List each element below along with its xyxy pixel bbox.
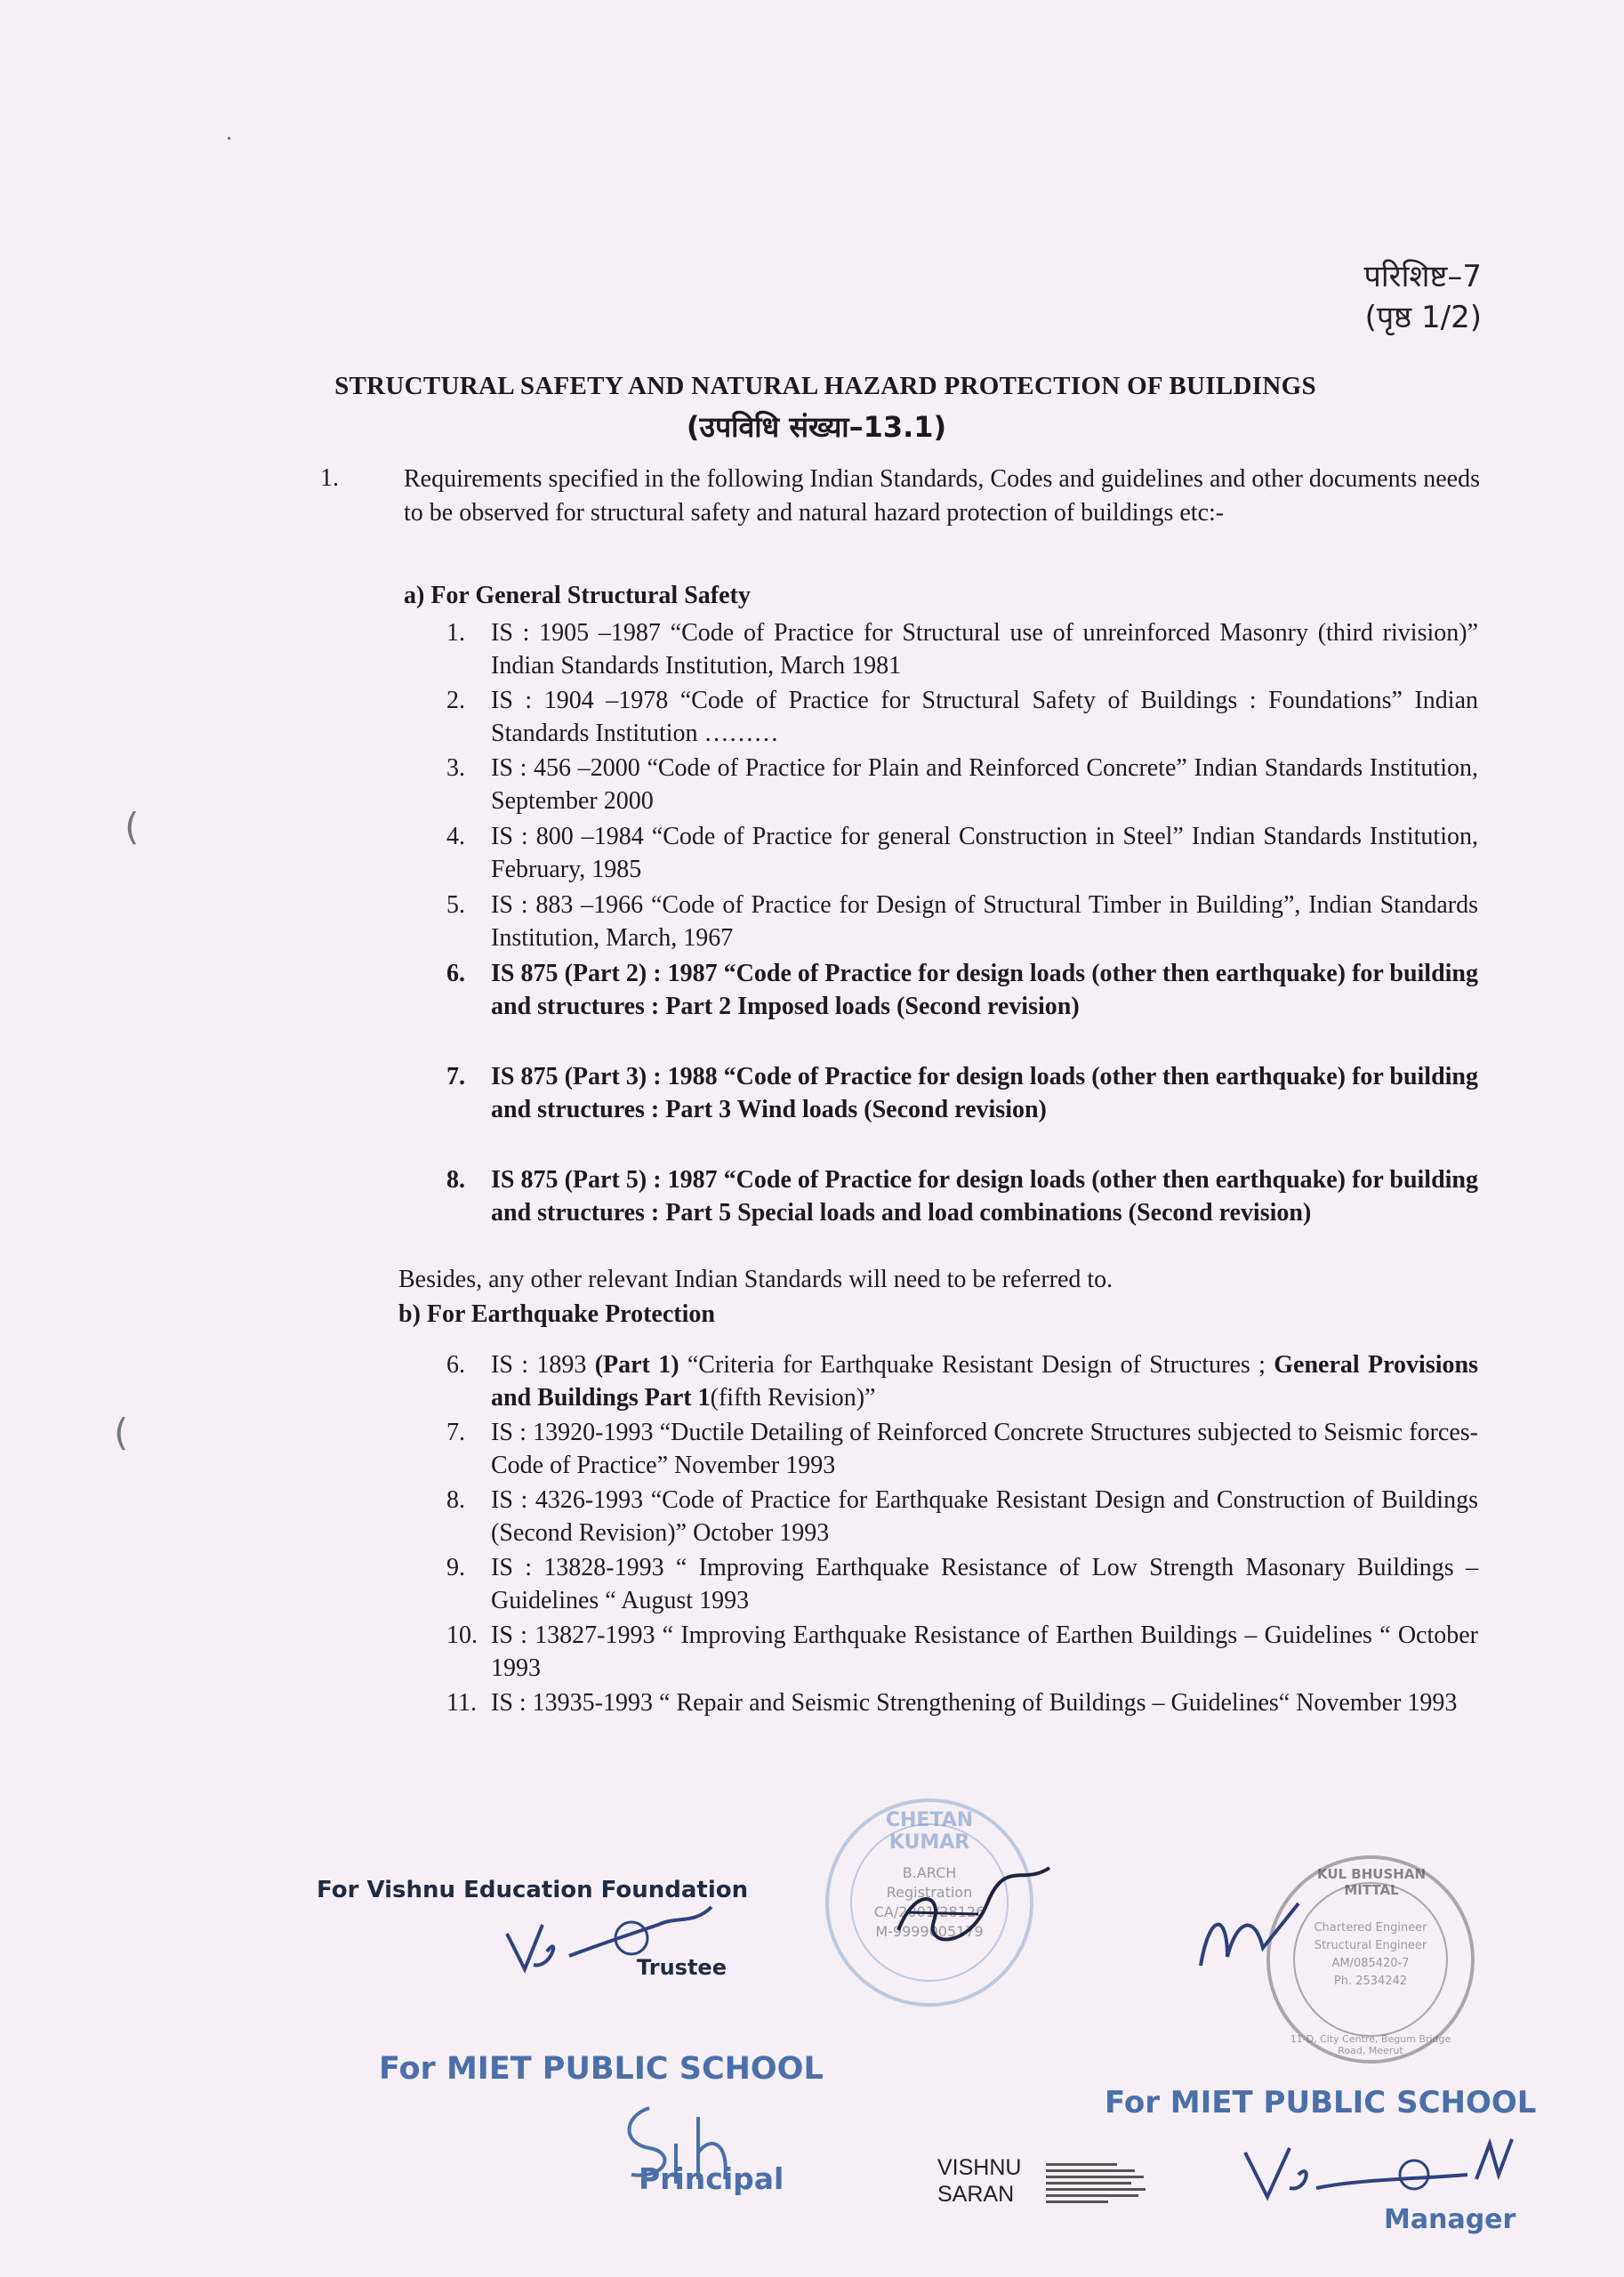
list-item bbox=[446, 957, 1478, 1023]
scan-mark: ( bbox=[114, 1411, 129, 1454]
digital-signature-name bbox=[937, 2154, 1021, 2208]
document-title: STRUCTURAL SAFETY AND NATURAL HAZARD PROTECTION OF BUILDINGS bbox=[334, 372, 1316, 400]
item-text-part: General Provisions and Buildings Part 1 bbox=[491, 1351, 1478, 1412]
item-text: IS : 13827-1993 “ Improving Earthquake Resistance of Earthen Buildings – Guidelines “ October 1993 bbox=[491, 1621, 1478, 1682]
item-text bbox=[491, 1348, 1478, 1414]
item-text: IS : 4326-1993 “Code of Practice for Earthquake Resistant Design and Construction of Buildings (Second Revision)” October 1993 bbox=[491, 1486, 1478, 1547]
item-number: 4. bbox=[446, 823, 465, 850]
appendix-label bbox=[1364, 256, 1482, 338]
foundation-label: For Vishnu Education Foundation bbox=[317, 1877, 749, 1903]
intro-paragraph: Requirements specified in the following Indian Standards, Codes and guidelines and other documents needs to be observed for structural safety and natural hazard protection of buildings etc:- bbox=[404, 465, 1480, 527]
besides-note: Besides, any other relevant Indian Standards will need to be referred to. bbox=[398, 1266, 1113, 1293]
list-item bbox=[446, 820, 1478, 886]
list-item bbox=[446, 752, 1478, 817]
stamp-line: Registration bbox=[886, 1884, 973, 1901]
architect-signature bbox=[880, 1850, 1058, 1966]
document-subtitle: (उपविधि संख्या–13.1) bbox=[686, 410, 947, 444]
item-text: IS : 883 –1966 “Code of Practice for Design of Structural Timber in Building”, Indian Standards Institution, March, 1967 bbox=[491, 891, 1478, 952]
digital-name-line: VISHNU bbox=[937, 2155, 1022, 2180]
scan-mark: ( bbox=[125, 805, 140, 849]
list-item bbox=[446, 616, 1478, 682]
item-text: IS 875 (Part 3) : 1988 “Code of Practice for design loads (other then earthquake) for building and structures : Part 3 Wind loads (Second revision) bbox=[491, 1063, 1478, 1123]
list-item bbox=[446, 1060, 1478, 1126]
list-item bbox=[446, 1619, 1478, 1685]
list-item bbox=[446, 1163, 1478, 1229]
item-text-part: “Criteria for Earthquake Resistant Design of Structures ; bbox=[679, 1351, 1274, 1379]
item-number: 6. bbox=[446, 960, 465, 987]
stamp-line: Ph. 2534242 bbox=[1333, 1975, 1408, 1988]
trustee-label: Trustee bbox=[637, 1955, 727, 1980]
item-number: 3. bbox=[446, 754, 465, 782]
item-text-part: (Part 1) bbox=[594, 1351, 679, 1379]
principal-label: Principal bbox=[639, 2161, 784, 2196]
school-label-right: For MIET PUBLIC SCHOOL bbox=[1105, 2085, 1537, 2120]
item-number: 9. bbox=[446, 1554, 465, 1581]
stamp-line: AM/085420-7 bbox=[1331, 1957, 1410, 1970]
item-number: 7. bbox=[446, 1063, 465, 1090]
item-number: 8. bbox=[446, 1166, 465, 1194]
appendix-number: परिशिष्ट–7 bbox=[1363, 259, 1482, 294]
list-item bbox=[446, 684, 1478, 750]
item-text: IS : 800 –1984 “Code of Practice for general Construction in Steel” Indian Standards Institution, February, 1985 bbox=[491, 823, 1478, 883]
stamp-line: M-9999005179 bbox=[875, 1923, 984, 1940]
item-number: 11. bbox=[446, 1689, 477, 1717]
item-text: IS 875 (Part 2) : 1987 “Code of Practice for design loads (other then earthquake) for building and structures : Part 2 Imposed loads (Second revision) bbox=[491, 960, 1478, 1020]
stamp-line: Chartered Engineer bbox=[1314, 1921, 1427, 1935]
item-text: IS : 13935-1993 “ Repair and Seismic Strengthening of Buildings – Guidelines“ November 1993 bbox=[491, 1689, 1458, 1717]
item-number: 1. bbox=[446, 619, 465, 647]
section-a-heading: a) For General Structural Safety bbox=[404, 582, 751, 609]
manager-label: Manager bbox=[1384, 2204, 1516, 2235]
item-text: IS : 456 –2000 “Code of Practice for Plain and Reinforced Concrete” Indian Standards Institution, September 2000 bbox=[491, 754, 1478, 815]
section-b-heading: b) For Earthquake Protection bbox=[398, 1300, 715, 1328]
digital-signature-details bbox=[1046, 2160, 1153, 2209]
school-label-left: For MIET PUBLIC SCHOOL bbox=[379, 2051, 824, 2087]
item-number: 2. bbox=[446, 687, 465, 714]
stamp-line: Structural Engineer bbox=[1314, 1939, 1427, 1952]
item-text-part: IS : 1893 bbox=[491, 1351, 595, 1379]
manager-signature bbox=[1236, 2126, 1539, 2210]
scan-speck: ˙ bbox=[222, 133, 236, 165]
item-text-part: (fifth Revision)” bbox=[710, 1384, 876, 1412]
item-number: 7. bbox=[446, 1419, 465, 1446]
list-item bbox=[446, 1551, 1478, 1617]
item-text: IS : 13920-1993 “Ductile Detailing of Reinforced Concrete Structures subjected to Seismic forces- Code of Practice” November 1993 bbox=[491, 1419, 1478, 1479]
stamp-line: B.ARCH bbox=[902, 1864, 957, 1881]
page-number: (पृष्ठ 1/2) bbox=[1364, 300, 1482, 335]
item-text: IS : 13828-1993 “ Improving Earthquake Resistance of Low Strength Masonary Buildings – Guidelines “ August 1993 bbox=[491, 1554, 1478, 1614]
item-number: 5. bbox=[446, 891, 465, 919]
stamp-bottom-text: 11-D, City Centre, Begum Bridge Road, Meerut bbox=[1290, 2033, 1451, 2056]
stamp-ring-text: KUL BHUSHAN MITTAL bbox=[1316, 1866, 1426, 1898]
stamp-line: CA/2001/28126 bbox=[873, 1903, 985, 1920]
item-text: IS : 1905 –1987 “Code of Practice for Structural use of unreinforced Masonry (third rivision)” Indian Standards Institution, March 1981 bbox=[491, 619, 1478, 680]
item-text: IS 875 (Part 5) : 1987 “Code of Practice for design loads (other then earthquake) for building and structures : Part 5 Special loads and load combinations (Second revision) bbox=[491, 1166, 1478, 1227]
digital-name-line: SARAN bbox=[937, 2182, 1015, 2207]
list-item bbox=[446, 889, 1478, 954]
paragraph-number: 1. bbox=[320, 464, 339, 492]
list-item bbox=[446, 1484, 1478, 1549]
item-number: 8. bbox=[446, 1486, 465, 1514]
list-item bbox=[446, 1416, 1478, 1482]
stamp-ring-text: CHETAN KUMAR bbox=[885, 1809, 974, 1854]
list-item bbox=[446, 1686, 1478, 1719]
list-item bbox=[446, 1348, 1478, 1414]
item-number: 10. bbox=[446, 1621, 478, 1649]
item-number: 6. bbox=[446, 1351, 465, 1379]
engineer-signature bbox=[1183, 1895, 1361, 1992]
item-text: IS : 1904 –1978 “Code of Practice for Structural Safety of Buildings : Foundations” Indian Standards Institution ……… bbox=[491, 687, 1478, 747]
